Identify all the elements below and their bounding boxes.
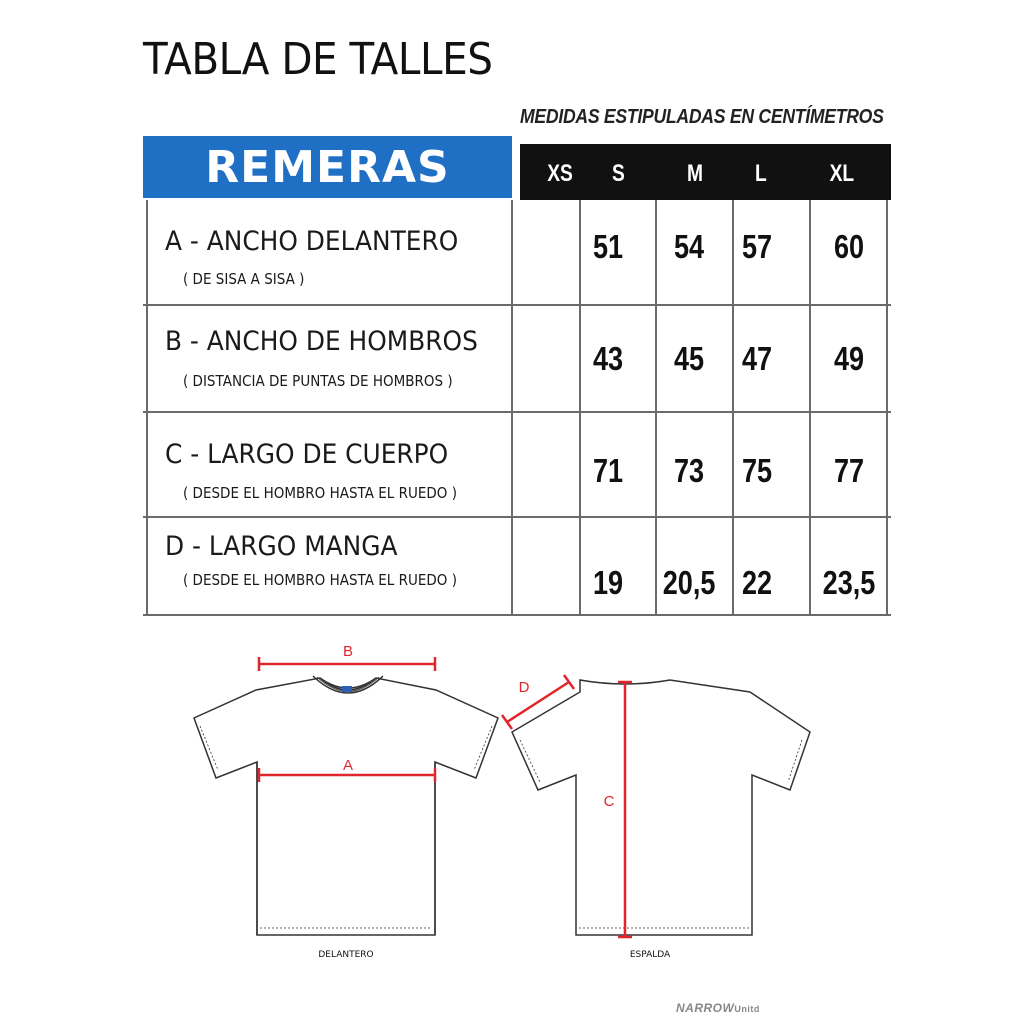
grid-line	[511, 200, 513, 616]
back-tshirt-icon	[512, 680, 810, 935]
marker-a-label: A	[342, 757, 354, 774]
brand-main: NARROW	[676, 1001, 735, 1015]
cell-a-m: 54	[673, 228, 705, 265]
size-header-xl: XL	[829, 160, 855, 187]
row-note-b: ( DISTANCIA DE PUNTAS DE HOMBROS )	[183, 372, 453, 390]
cell-a-s: 51	[592, 228, 624, 265]
cell-b-m: 45	[673, 340, 705, 377]
front-caption: DELANTERO	[318, 950, 374, 960]
front-tshirt-icon	[194, 676, 498, 935]
row-note-a: ( DE SISA A SISA )	[183, 270, 305, 288]
page-title: TABLA DE TALLES	[143, 34, 493, 85]
size-header-m: M	[687, 160, 703, 187]
row-label-b: B - ANCHO DE HOMBROS	[165, 326, 478, 357]
grid-line	[809, 200, 811, 616]
grid-line	[886, 200, 888, 616]
cell-c-s: 71	[592, 452, 624, 489]
tshirt-measurement-diagram	[180, 630, 840, 960]
marker-b-label: B	[342, 643, 354, 660]
size-header-xs: XS	[547, 160, 573, 187]
size-header-s: S	[612, 160, 625, 187]
marker-d-label: D	[518, 679, 530, 696]
grid-line	[732, 200, 734, 616]
row-note-d: ( DESDE EL HOMBRO HASTA EL RUEDO )	[183, 571, 457, 589]
units-subtitle: MEDIDAS ESTIPULADAS EN CENTÍMETROS	[520, 106, 884, 128]
row-label-d: D - LARGO MANGA	[165, 531, 398, 562]
cell-d-xl: 23,5	[822, 564, 876, 601]
grid-line	[143, 614, 891, 616]
brand-logo	[676, 1001, 760, 1015]
grid-line	[655, 200, 657, 616]
cell-a-l: 57	[741, 228, 773, 265]
grid-line	[143, 516, 891, 518]
cell-a-xl: 60	[833, 228, 865, 265]
marker-c-label: C	[603, 793, 615, 810]
size-header-l: L	[755, 160, 767, 187]
section-badge: REMERAS	[143, 136, 512, 198]
cell-c-xl: 77	[833, 452, 865, 489]
cell-b-s: 43	[592, 340, 624, 377]
cell-d-l: 22	[741, 564, 773, 601]
row-note-c: ( DESDE EL HOMBRO HASTA EL RUEDO )	[183, 484, 457, 502]
brand-suffix: Unitd	[734, 1004, 760, 1014]
row-label-c: C - LARGO DE CUERPO	[165, 439, 449, 470]
cell-c-m: 73	[673, 452, 705, 489]
cell-d-m: 20,5	[662, 564, 716, 601]
row-label-a: A - ANCHO DELANTERO	[165, 226, 459, 257]
grid-line	[143, 411, 891, 413]
cell-c-l: 75	[741, 452, 773, 489]
cell-b-xl: 49	[833, 340, 865, 377]
grid-line	[146, 200, 148, 616]
back-caption: ESPALDA	[629, 950, 671, 960]
grid-line	[579, 200, 581, 616]
grid-line	[143, 304, 891, 306]
cell-b-l: 47	[741, 340, 773, 377]
cell-d-s: 19	[592, 564, 624, 601]
size-header	[520, 144, 891, 200]
